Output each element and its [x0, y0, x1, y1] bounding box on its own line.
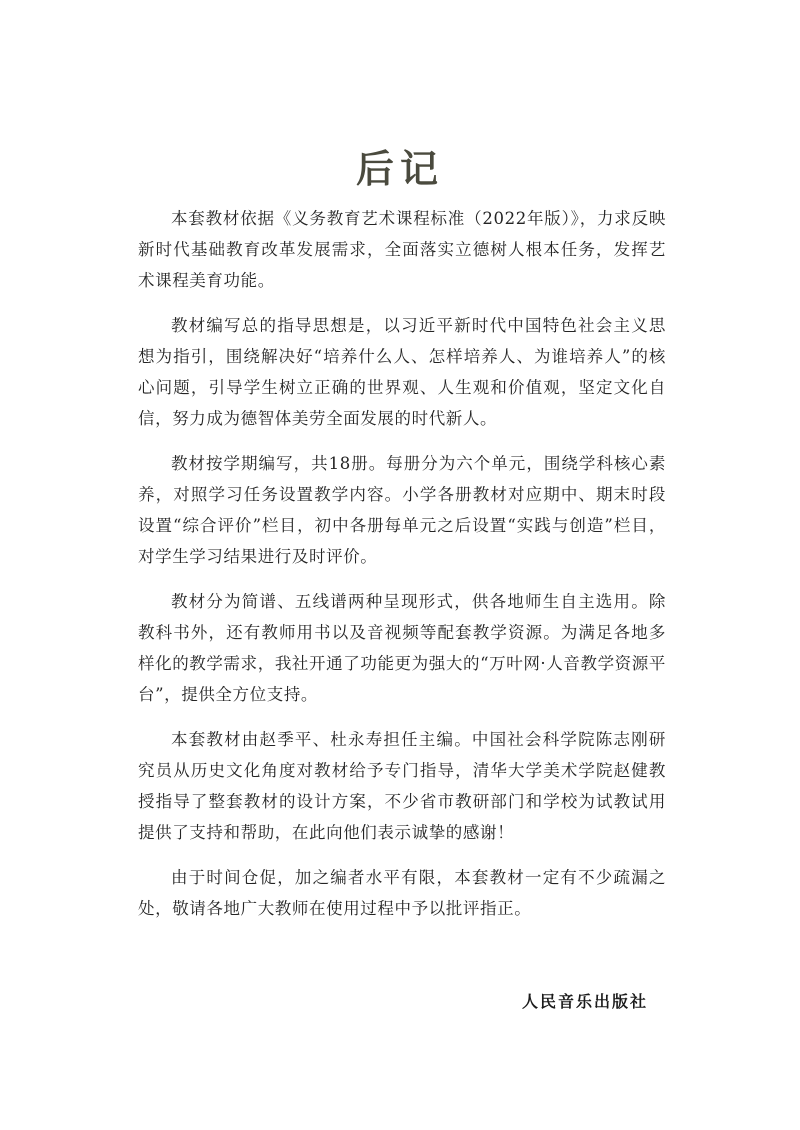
- paragraph-6: 由于时间仓促，加之编者水平有限，本套教材一定有不少疏漏之处，敬请各地广大教师在使用过程中予以批评指正。: [138, 868, 666, 918]
- paragraph-4: 教材分为简谱、五线谱两种呈现形式，供各地师生自主选用。除教科书外，还有教师用书以及音视频等配套教学资源。为满足各地多样化的教学需求，我社开通了功能更为强大的“万叶网·人音教学资源平台”，提供全方位支持。: [138, 592, 666, 704]
- paragraph-5: 本套教材由赵季平、杜永寿担任主编。中国社会科学院陈志刚研究员从历史文化角度对教材给予专门指导，清华大学美术学院赵健教授指导了整套教材的设计方案，不少省市教研部门和学校为试教试用提供了支持和帮助，在此向他们表示诚挚的感谢！: [138, 730, 666, 842]
- paragraph-2: 教材编写总的指导思想是，以习近平新时代中国特色社会主义思想为指引，围绕解决好“培养什么人、怎样培养人、为谁培养人”的核心问题，引导学生树立正确的世界观、人生观和价值观，坚定文化自信，努力成为德智体美劳全面发展的时代新人。: [138, 316, 666, 428]
- page-title: 后记: [355, 147, 444, 192]
- paragraph-1: 本套教材依据《义务教育艺术课程标准（2022年版）》，力求反映新时代基础教育改革发展需求，全面落实立德树人根本任务，发挥艺术课程美育功能。: [138, 209, 666, 290]
- body-text: [138, 203, 666, 938]
- paragraph-3: 教材按学期编写，共18册。每册分为六个单元，围绕学科核心素养，对照学习任务设置教学内容。小学各册教材对应期中、期末时段设置“综合评价”栏目，初中各册每单元之后设置“实践与创造”栏目，对学生学习结果进行及时评价。: [138, 454, 666, 566]
- publisher-signature: 人民音乐出版社: [522, 992, 649, 1011]
